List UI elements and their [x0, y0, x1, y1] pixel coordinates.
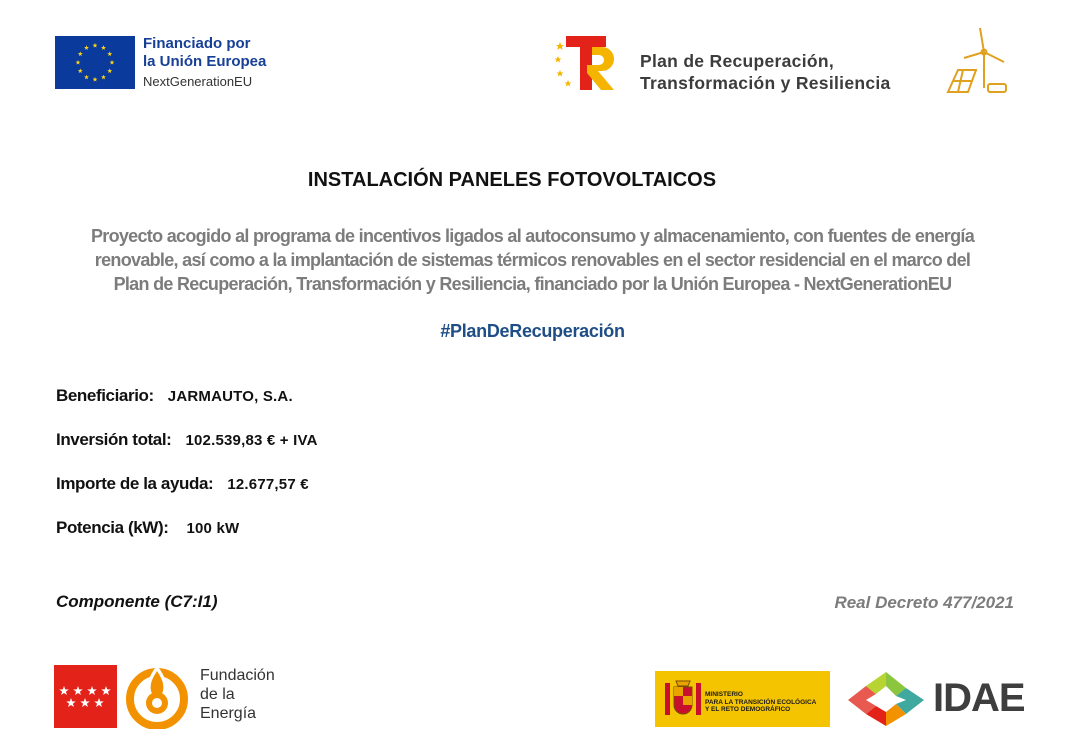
- prtr-logo-icon: [552, 34, 622, 92]
- eu-flag-icon: [55, 36, 135, 89]
- fundacion-line1: Fundación: [200, 667, 275, 684]
- real-decreto: Real Decreto 477/2021: [834, 593, 1014, 612]
- description-line1: Proyecto acogido al programa de incentivos ligados al autoconsumo y almacenamiento, con fuentes de energía: [90, 226, 975, 246]
- eu-star-icon: [84, 45, 89, 50]
- eu-star-icon: [101, 45, 106, 50]
- madrid-star-icon: [59, 686, 69, 695]
- inversion-value: 102.539,83 € + IVA: [185, 432, 318, 449]
- madrid-star-icon: [94, 698, 104, 707]
- eu-line2: la Unión Europea: [143, 53, 267, 70]
- fundacion-text: [200, 666, 275, 723]
- idae-logo-text: IDAE: [933, 676, 1025, 720]
- potencia-row: [56, 518, 239, 538]
- beneficiario-value: JARMAUTO, S.A.: [167, 388, 293, 405]
- project-description: [50, 224, 1015, 296]
- fundacion-line2: de la: [200, 686, 235, 703]
- idae-logo-icon: [846, 670, 926, 728]
- eu-star-icon: [76, 60, 81, 65]
- eu-logo-text: [143, 35, 266, 90]
- inversion-label: Inversión total:: [56, 430, 172, 449]
- page-title: INSTALACIÓN PANELES FOTOVOLTAICOS: [307, 169, 717, 191]
- description-line2: renovable, así como a la implantación de sistemas térmicos renovables en el sector residencial en el marco del: [94, 250, 971, 270]
- eu-line1: Financiado por: [143, 35, 251, 52]
- importe-row: [56, 474, 309, 494]
- eu-star-icon: [110, 60, 115, 65]
- spain-shield-icon: [663, 677, 703, 721]
- madrid-flag-icon: [54, 665, 117, 728]
- fundacion-energia-icon: [124, 663, 190, 729]
- beneficiario-label: Beneficiario:: [56, 386, 154, 405]
- eu-star-icon: [107, 51, 112, 56]
- eu-line3: NextGenerationEU: [143, 74, 253, 89]
- hashtag: #PlanDeRecuperación: [440, 321, 625, 341]
- fundacion-line3: Energía: [200, 705, 257, 722]
- prtr-line2: Transformación y Resiliencia: [640, 73, 891, 93]
- eu-star-icon: [101, 75, 106, 80]
- madrid-star-icon: [66, 698, 76, 707]
- inversion-row: [56, 430, 318, 450]
- eu-star-icon: [78, 68, 83, 73]
- ministerio-line2: PARA LA TRANSICIÓN ECOLÓGICA: [705, 698, 817, 706]
- eu-star-icon: [93, 43, 98, 48]
- beneficiario-row: [56, 386, 293, 406]
- eu-star-icon: [84, 75, 89, 80]
- potencia-label: Potencia (kW):: [56, 518, 169, 537]
- eu-star-icon: [93, 77, 98, 82]
- description-line3: Plan de Recuperación, Transformación y Resiliencia, financiado por la Unión Europea - NextGenerationEU: [113, 274, 952, 294]
- madrid-star-icon: [87, 686, 97, 695]
- ministerio-line1: MINISTERIO: [705, 691, 743, 698]
- componente: Componente (C7:I1): [56, 592, 218, 611]
- madrid-star-icon: [73, 686, 83, 695]
- madrid-star-icon: [101, 686, 111, 695]
- potencia-value: 100 kW: [186, 520, 240, 537]
- eu-star-icon: [107, 68, 112, 73]
- ministerio-text: [705, 691, 816, 714]
- madrid-star-icon: [80, 698, 90, 707]
- ministerio-logo: [655, 671, 830, 727]
- importe-label: Importe de la ayuda:: [56, 474, 214, 493]
- wind-solar-icon: [944, 26, 1014, 98]
- prtr-logo-text: [640, 50, 891, 94]
- ministerio-line3: Y EL RETO DEMOGRÁFICO: [705, 706, 791, 713]
- importe-value: 12.677,57 €: [227, 476, 309, 493]
- prtr-line1: Plan de Recuperación,: [640, 51, 834, 71]
- eu-star-icon: [78, 51, 83, 56]
